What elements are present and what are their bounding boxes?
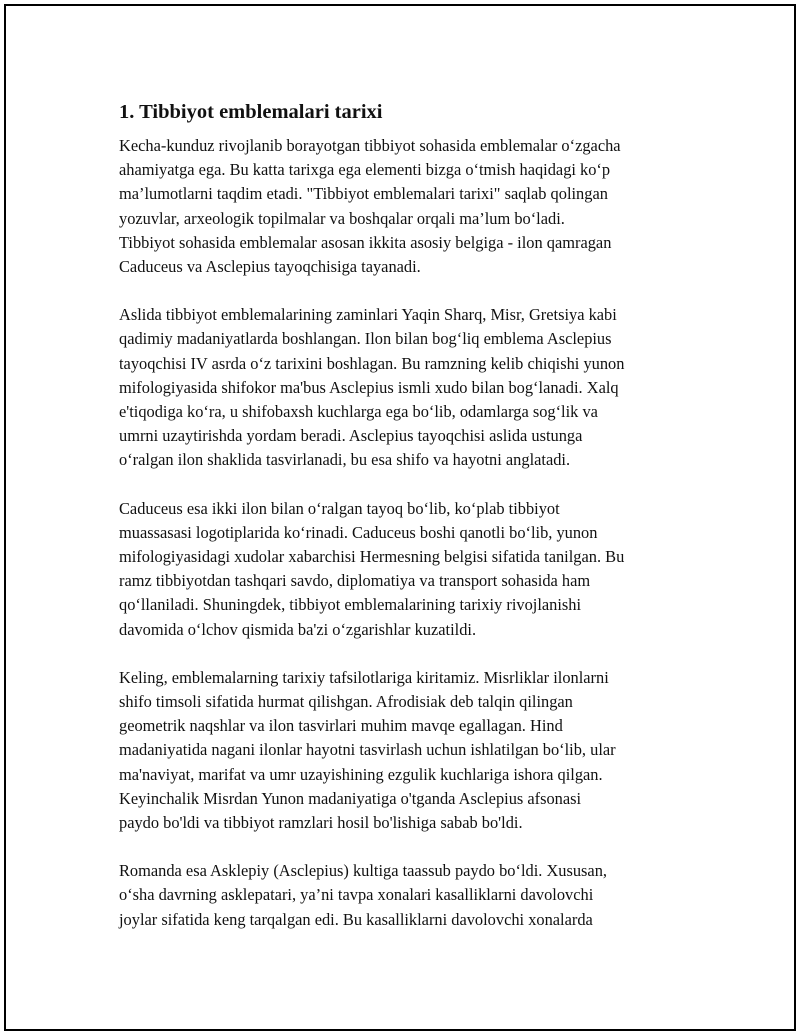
text-line: Kecha-kunduz rivojlanib borayotgan tibbiyot sohasida emblemalar o‘zgacha [119,136,621,155]
text-line: ma'naviyat, marifat va umr uzayishining ezgulik kuchlariga ishora qilgan. [119,764,603,784]
text-line: ahamiyatga ega. Bu katta tarixga ega elementi bizga o‘tmish haqidagi ko‘p [119,160,611,180]
document-page [4,4,796,1031]
text-line: o‘sha davrning asklepatari, ya’ni tavpa xonalari kasalliklarni davolovchi [119,885,594,905]
text-line: Romanda esa Asklepiy (Asclepius) kultiga taassub paydo bo‘ldi. Xususan, [119,861,607,881]
text-line: paydo bo'ldi va tibbiyot ramzlari hosil bo'lishiga sabab bo'ldi. [119,813,523,833]
paragraph-4 [119,666,699,835]
text-line: Caduceus esa ikki ilon bilan o‘ralgan tayoq bo‘lib, ko‘plab tibbiyot [119,498,560,518]
text-line: geometrik naqshlar va ilon tasvirlari muhim mavqe egallagan. Hind [119,716,563,736]
text-line: joylar sifatida keng tarqalgan edi. Bu kasalliklarni davolovchi xonalarda [119,909,593,929]
text-line: qo‘llaniladi. Shuningdek, tibbiyot emblemalarining tarixiy rivojlanishi [119,595,582,615]
text-line: Caduceus va Asclepius tayoqchisiga tayanadi. [119,257,421,277]
text-line: davomida o‘lchov qismida ba'zi o‘zgarishlar kuzatildi. [119,619,477,639]
text-line: ramz tibbiyotdan tashqari savdo, diplomatiya va transport sohasida ham [119,571,591,591]
text-line: Keyinchalik Misrdan Yunon madaniyatiga o'tganda Asclepius afsonasi [119,788,582,808]
text-line: ma’lumotlarni taqdim etadi. "Tibbiyot emblemalari tarixi" saqlab qolingan [119,184,608,204]
paragraph-5 [119,859,699,932]
text-line: shifo timsoli sifatida hurmat qilishgan. Afrodisiak deb talqin qilingan [119,692,573,712]
document-body [119,98,699,956]
text-line: qadimiy madaniyatlarda boshlangan. Ilon bilan bog‘liq emblema Asclepius [119,329,612,349]
paragraph-list [119,134,699,932]
text-line: yozuvlar, arxeologik topilmalar va boshqalar orqali ma’lum bo‘ladi. [119,208,565,228]
page-title: 1. Tibbiyot emblemalari tarixi [119,101,383,123]
paragraph-2 [119,303,699,472]
text-line: madaniyatida nagani ilonlar hayotni tasvirlash uchun ishlatilgan bo‘lib, ular [119,740,616,760]
text-line: Aslida tibbiyot emblemalarining zaminlari Yaqin Sharq, Misr, Gretsiya kabi [119,305,617,325]
text-line: muassasasi logotiplarida ko‘rinadi. Caduceus boshi qanotli bo‘lib, yunon [119,522,598,542]
text-line: tayoqchisi IV asrda o‘z tarixini boshlagan. Bu ramzning kelib chiqishi yunon [119,353,625,373]
text-line: e'tiqodiga ko‘ra, u shifobaxsh kuchlarga ega bo‘lib, odamlarga sog‘lik va [119,402,598,422]
text-line: mifologiyasidagi xudolar xabarchisi Hermesning belgisi sifatida tanilgan. Bu [119,547,625,567]
text-line: umrni uzaytirishda yordam beradi. Asclepius tayoqchisi aslida ustunga [119,426,583,446]
text-line: o‘ralgan ilon shaklida tasvirlanadi, bu esa shifo va hayotni anglatadi. [119,450,571,470]
text-line: Tibbiyot sohasida emblemalar asosan ikkita asosiy belgiga - ilon qamragan [119,232,612,252]
paragraph-1 [119,134,699,279]
text-line: mifologiyasida shifokor ma'bus Asclepius ismli xudo bilan bog‘lanadi. Xalq [119,377,619,397]
paragraph-3 [119,497,699,642]
text-line: Keling, emblemalarning tarixiy tafsilotlariga kiritamiz. Misrliklar ilonlarni [119,667,609,687]
